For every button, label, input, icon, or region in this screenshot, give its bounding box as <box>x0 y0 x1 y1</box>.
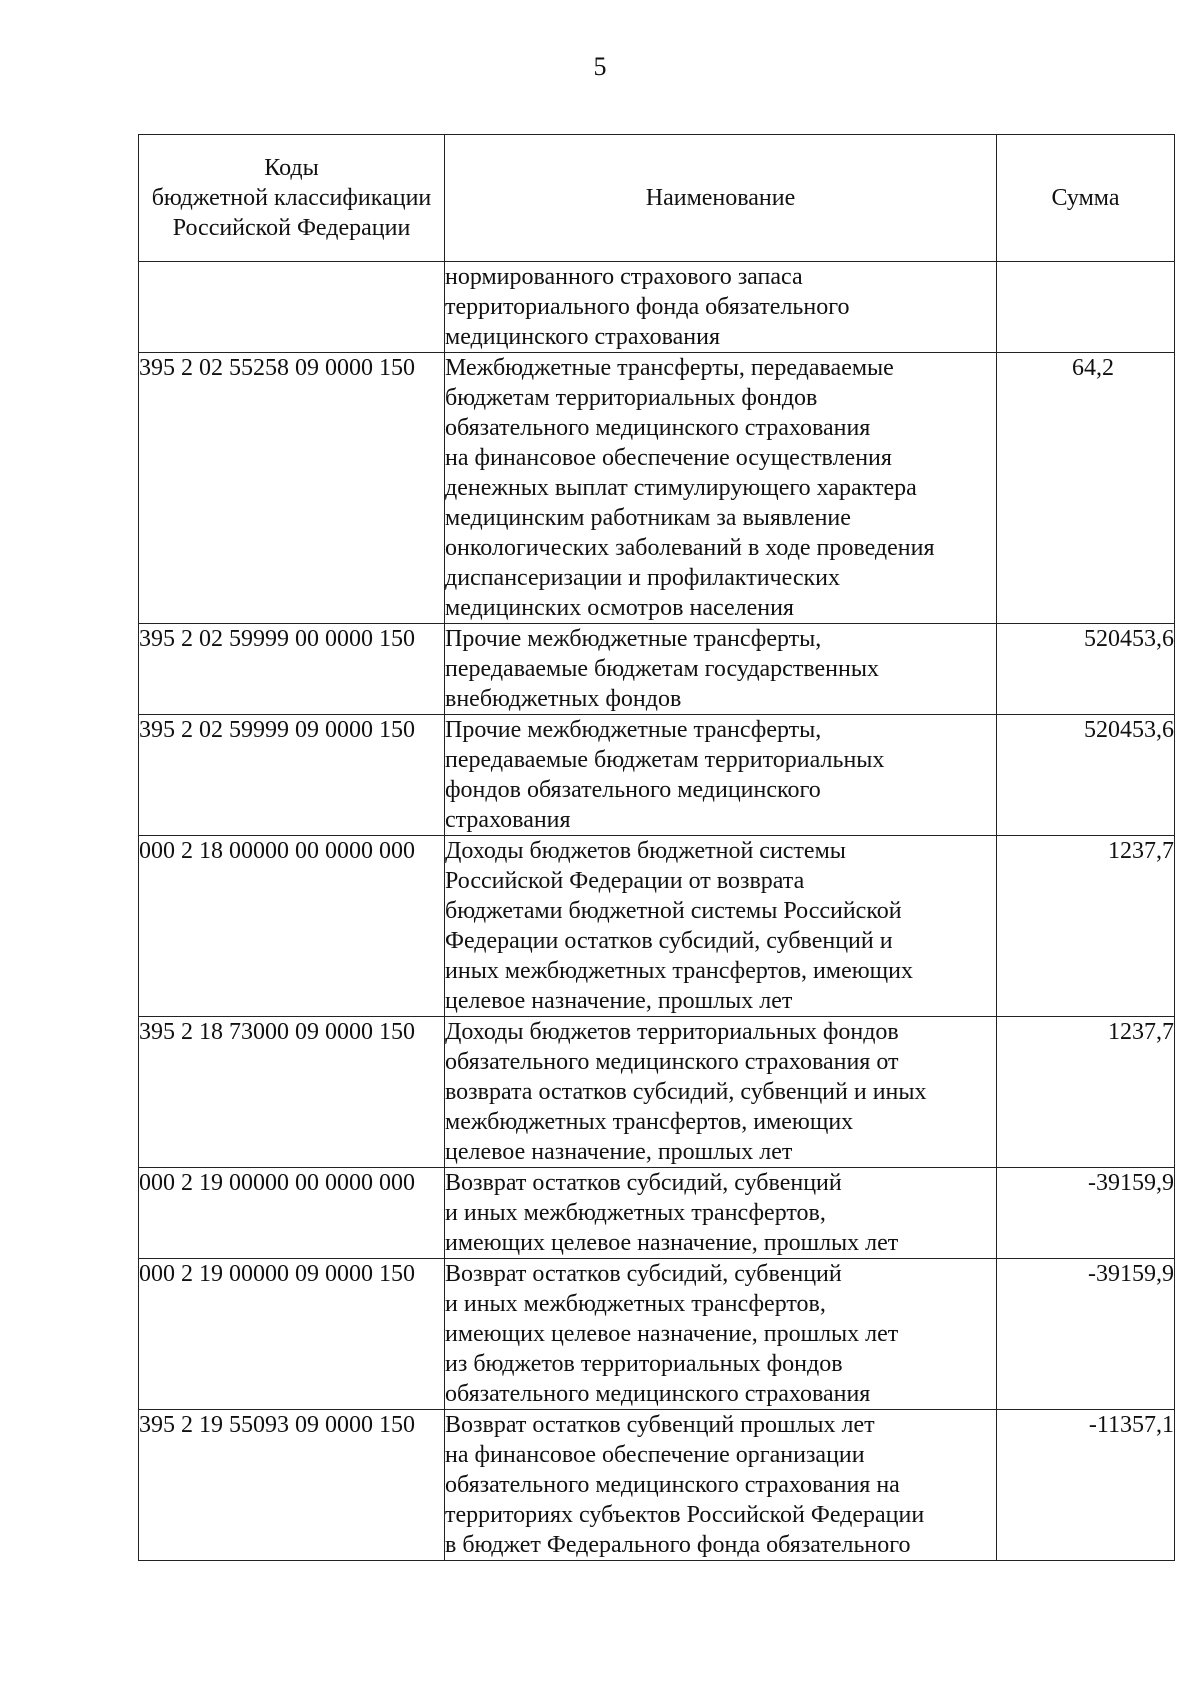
row-name-line: имеющих целевое назначение, прошлых лет <box>445 1321 899 1347</box>
row-name-line: передаваемые бюджетам территориальных <box>445 747 885 773</box>
row-code: 000 2 19 00000 09 0000 150 <box>139 1259 445 1410</box>
row-name-line: страхования <box>445 807 571 833</box>
table-body <box>139 262 1175 1561</box>
table-header-row <box>139 135 1175 262</box>
row-name-line: медицинским работникам за выявление <box>445 505 851 531</box>
row-name-line: целевое назначение, прошлых лет <box>445 1139 793 1165</box>
table-row <box>139 715 1175 836</box>
row-name-line: обязательного медицинского страхования <box>445 1381 871 1407</box>
row-name-line: на финансовое обеспечение организации <box>445 1442 865 1468</box>
header-code-line: бюджетной классификации <box>151 185 432 211</box>
header-code-line: Коды <box>264 155 319 181</box>
row-name-line: онкологических заболеваний в ходе проведения <box>445 535 935 561</box>
table-row <box>139 624 1175 715</box>
row-name <box>445 1168 997 1259</box>
row-name <box>445 836 997 1017</box>
row-name-line: медицинского страхования <box>445 324 721 350</box>
budget-classification-table <box>138 134 1175 1561</box>
row-name-line: Возврат остатков субвенций прошлых лет <box>445 1412 875 1438</box>
row-name-line: Прочие межбюджетные трансферты, <box>445 626 822 652</box>
header-sum: Сумма <box>997 135 1175 262</box>
table-row <box>139 262 1175 353</box>
row-name-line: территориального фонда обязательного <box>445 294 850 320</box>
row-name-line: территориях субъектов Российской Федерации <box>445 1502 925 1528</box>
table-row <box>139 1168 1175 1259</box>
row-sum: -39159,9 <box>997 1259 1175 1410</box>
row-name <box>445 624 997 715</box>
row-sum: 520453,6 <box>997 715 1175 836</box>
row-name <box>445 1017 997 1168</box>
row-code: 395 2 02 55258 09 0000 150 <box>139 353 445 624</box>
row-name-line: Федерации остатков субсидий, субвенций и <box>445 928 893 954</box>
row-name-line: Возврат остатков субсидий, субвенций <box>445 1170 842 1196</box>
header-name: Наименование <box>445 135 997 262</box>
row-name <box>445 715 997 836</box>
row-name-line: Доходы бюджетов бюджетной системы <box>445 838 846 864</box>
row-code: 000 2 19 00000 00 0000 000 <box>139 1168 445 1259</box>
row-name-line: на финансовое обеспечение осуществления <box>445 445 892 471</box>
table-row <box>139 1017 1175 1168</box>
row-name-line: целевое назначение, прошлых лет <box>445 988 793 1014</box>
row-name-line: и иных межбюджетных трансфертов, <box>445 1200 826 1226</box>
row-name-line: в бюджет Федерального фонда обязательного <box>445 1532 911 1558</box>
row-sum: 520453,6 <box>997 624 1175 715</box>
row-name <box>445 262 997 353</box>
row-sum: -39159,9 <box>997 1168 1175 1259</box>
page-number: 5 <box>593 52 607 81</box>
table-row <box>139 1259 1175 1410</box>
table-row <box>139 353 1175 624</box>
row-name-line: имеющих целевое назначение, прошлых лет <box>445 1230 899 1256</box>
row-name-line: обязательного медицинского страхования <box>445 415 871 441</box>
header-code-line: Российской Федерации <box>172 215 411 241</box>
header-code <box>139 135 445 262</box>
row-name-line: возврата остатков субсидий, субвенций и иных <box>445 1079 927 1105</box>
row-sum: 1237,7 <box>997 836 1175 1017</box>
row-sum <box>997 262 1175 353</box>
row-name <box>445 353 997 624</box>
row-code: 395 2 02 59999 00 0000 150 <box>139 624 445 715</box>
row-sum: 1237,7 <box>997 1017 1175 1168</box>
row-name-line: передаваемые бюджетам государственных <box>445 656 879 682</box>
row-name-line: из бюджетов территориальных фондов <box>445 1351 843 1377</box>
row-name-line: диспансеризации и профилактических <box>445 565 841 591</box>
row-name-line: денежных выплат стимулирующего характера <box>445 475 917 501</box>
row-name-line: медицинских осмотров населения <box>445 595 794 621</box>
row-name-line: нормированного страхового запаса <box>445 264 803 290</box>
row-name <box>445 1259 997 1410</box>
row-name <box>445 1410 997 1561</box>
row-name-line: внебюджетных фондов <box>445 686 682 712</box>
row-name-line: и иных межбюджетных трансфертов, <box>445 1291 826 1317</box>
row-name-line: бюджетам территориальных фондов <box>445 385 818 411</box>
row-name-line: межбюджетных трансфертов, имеющих <box>445 1109 854 1135</box>
row-sum: 64,2 <box>997 353 1175 624</box>
row-code: 000 2 18 00000 00 0000 000 <box>139 836 445 1017</box>
row-code <box>139 262 445 353</box>
table-row <box>139 1410 1175 1561</box>
row-name-line: Межбюджетные трансферты, передаваемые <box>445 355 894 381</box>
row-code: 395 2 18 73000 09 0000 150 <box>139 1017 445 1168</box>
row-sum: -11357,1 <box>997 1410 1175 1561</box>
row-name-line: обязательного медицинского страхования от <box>445 1049 899 1075</box>
row-name-line: обязательного медицинского страхования на <box>445 1472 900 1498</box>
row-code: 395 2 02 59999 09 0000 150 <box>139 715 445 836</box>
row-name-line: Прочие межбюджетные трансферты, <box>445 717 822 743</box>
row-name-line: иных межбюджетных трансфертов, имеющих <box>445 958 913 984</box>
row-name-line: фондов обязательного медицинского <box>445 777 821 803</box>
row-name-line: бюджетами бюджетной системы Российской <box>445 898 902 924</box>
row-name-line: Доходы бюджетов территориальных фондов <box>445 1019 899 1045</box>
table-row <box>139 836 1175 1017</box>
row-name-line: Российской Федерации от возврата <box>445 868 805 894</box>
row-code: 395 2 19 55093 09 0000 150 <box>139 1410 445 1561</box>
row-name-line: Возврат остатков субсидий, субвенций <box>445 1261 842 1287</box>
